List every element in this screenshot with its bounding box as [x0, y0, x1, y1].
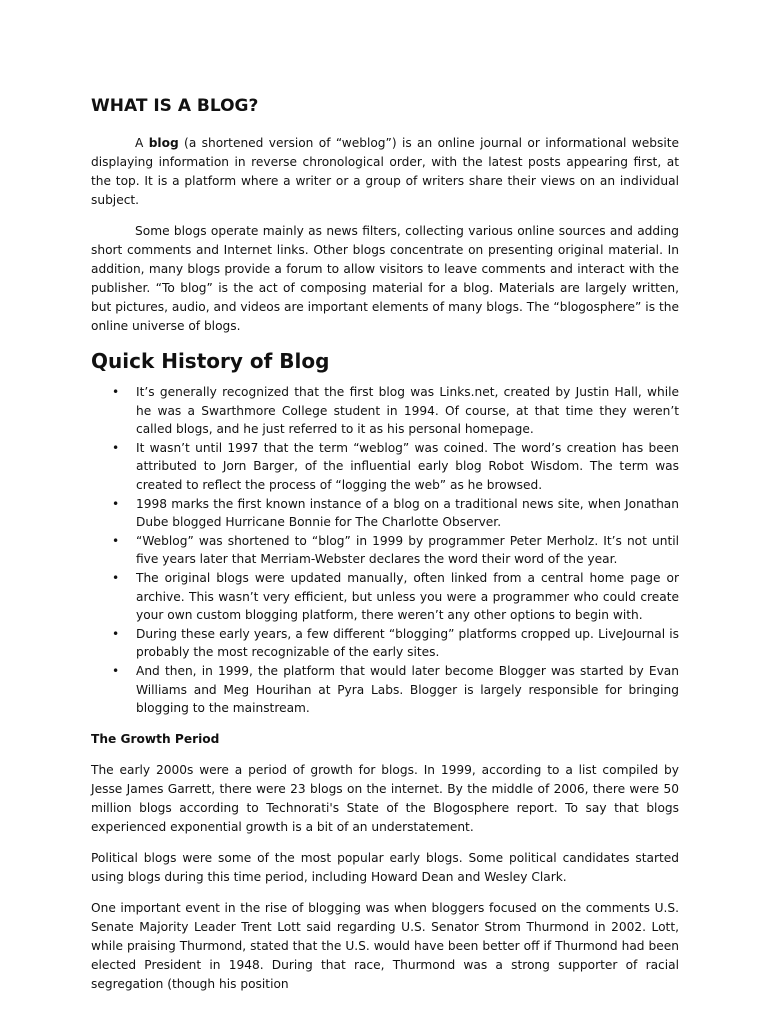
intro-definition-text: (a shortened version of “weblog”) is an online journal or informational website displaying information in reverse chronological order, with the latest posts appearing first, at the top. It is a platform where a writer or a group of writers share their views on an individual subject. — [91, 136, 679, 207]
bullet-icon: • — [112, 440, 120, 455]
list-item-text: The original blogs were updated manually, often linked from a central home page or archive. This wasn’t very efficient, but unless you were a programmer who could create your own custom blogging platform, there weren’t any other options to begin with. — [136, 570, 679, 623]
list-item — [112, 495, 679, 532]
list-item — [112, 625, 679, 662]
bullet-icon: • — [112, 663, 120, 678]
list-item — [112, 662, 679, 718]
intro-paragraph-2: Some blogs operate mainly as news filters, collecting various online sources and adding short comments and Internet links. Other blogs concentrate on presenting original material. In addition, many blogs provide a forum to allow visitors to leave comments and interact with the publisher. “To blog” is the act of composing material for a blog. Materials are largely written, but pictures, audio, and videos are important elements of many blogs. The “blogosphere” is the online universe of blogs. — [91, 224, 679, 333]
intro-lead-text: A — [135, 136, 149, 150]
blog-term: blog — [148, 136, 179, 150]
list-item-text: During these early years, a few different “blogging” platforms cropped up. LiveJournal is probably the most recognizable of the early sites. — [136, 626, 679, 660]
bullet-icon: • — [112, 626, 120, 641]
intro-paragraph-1 — [91, 134, 679, 210]
list-item — [112, 383, 679, 439]
page-title: WHAT IS A BLOG? — [91, 96, 259, 116]
list-item-text: And then, in 1999, the platform that would later become Blogger was started by Evan Williams and Meg Hourihan at Pyra Labs. Blogger is largely responsible for bringing blogging to the mainstream. — [136, 663, 679, 716]
bullet-icon: • — [112, 496, 120, 511]
list-item — [112, 569, 679, 625]
list-item-text: “Weblog” was shortened to “blog” in 1999 by programmer Peter Merholz. It’s not until five years later that Merriam-Webster declares the word their word of the year. — [136, 533, 679, 567]
growth-paragraph-3: One important event in the rise of blogging was when bloggers focused on the comments U.S. Senate Majority Leader Trent Lott said regarding U.S. Senator Strom Thurmond in 2002. Lott, while praising Thurmond, stated that the U.S. would have been better off if Thurmond had been elected President in 1948. During that race, Thurmond was a strong supporter of racial segregation (though his position — [91, 900, 679, 991]
list-item-text: It’s generally recognized that the first blog was Links.net, created by Justin Hall, while he was a Swarthmore College student in 1994. Of course, at that time they weren’t called blogs, and he just referred to it as his personal homepage. — [136, 385, 679, 437]
list-item — [112, 439, 679, 495]
history-heading: Quick History of Blog — [91, 349, 330, 373]
growth-paragraph-1: The early 2000s were a period of growth for blogs. In 1999, according to a list compiled by Jesse James Garrett, there were 23 blogs on the internet. By the middle of 2006, there were 50 million blogs according to Technorati's State of the Blogosphere report. To say that blogs experienced exponential growth is a bit of an understatement. — [91, 762, 679, 834]
growth-heading: The Growth Period — [91, 731, 220, 746]
list-item-text: 1998 marks the first known instance of a blog on a traditional news site, when Jonathan Dube blogged Hurricane Bonnie for The Charlotte Observer. — [136, 496, 679, 530]
list-item-text: It wasn’t until 1997 that the term “weblog” was coined. The word’s creation has been attributed to Jorn Barger, of the influential early blog Robot Wisdom. The term was created to reflect the process of “logging the web” as he browsed. — [136, 440, 679, 492]
history-list — [91, 383, 679, 718]
list-item — [112, 532, 679, 569]
bullet-icon: • — [112, 533, 120, 548]
bullet-icon: • — [112, 570, 120, 585]
growth-paragraph-2: Political blogs were some of the most popular early blogs. Some political candidates started using blogs during this time period, including Howard Dean and Wesley Clark. — [91, 850, 679, 884]
bullet-icon: • — [112, 385, 120, 399]
